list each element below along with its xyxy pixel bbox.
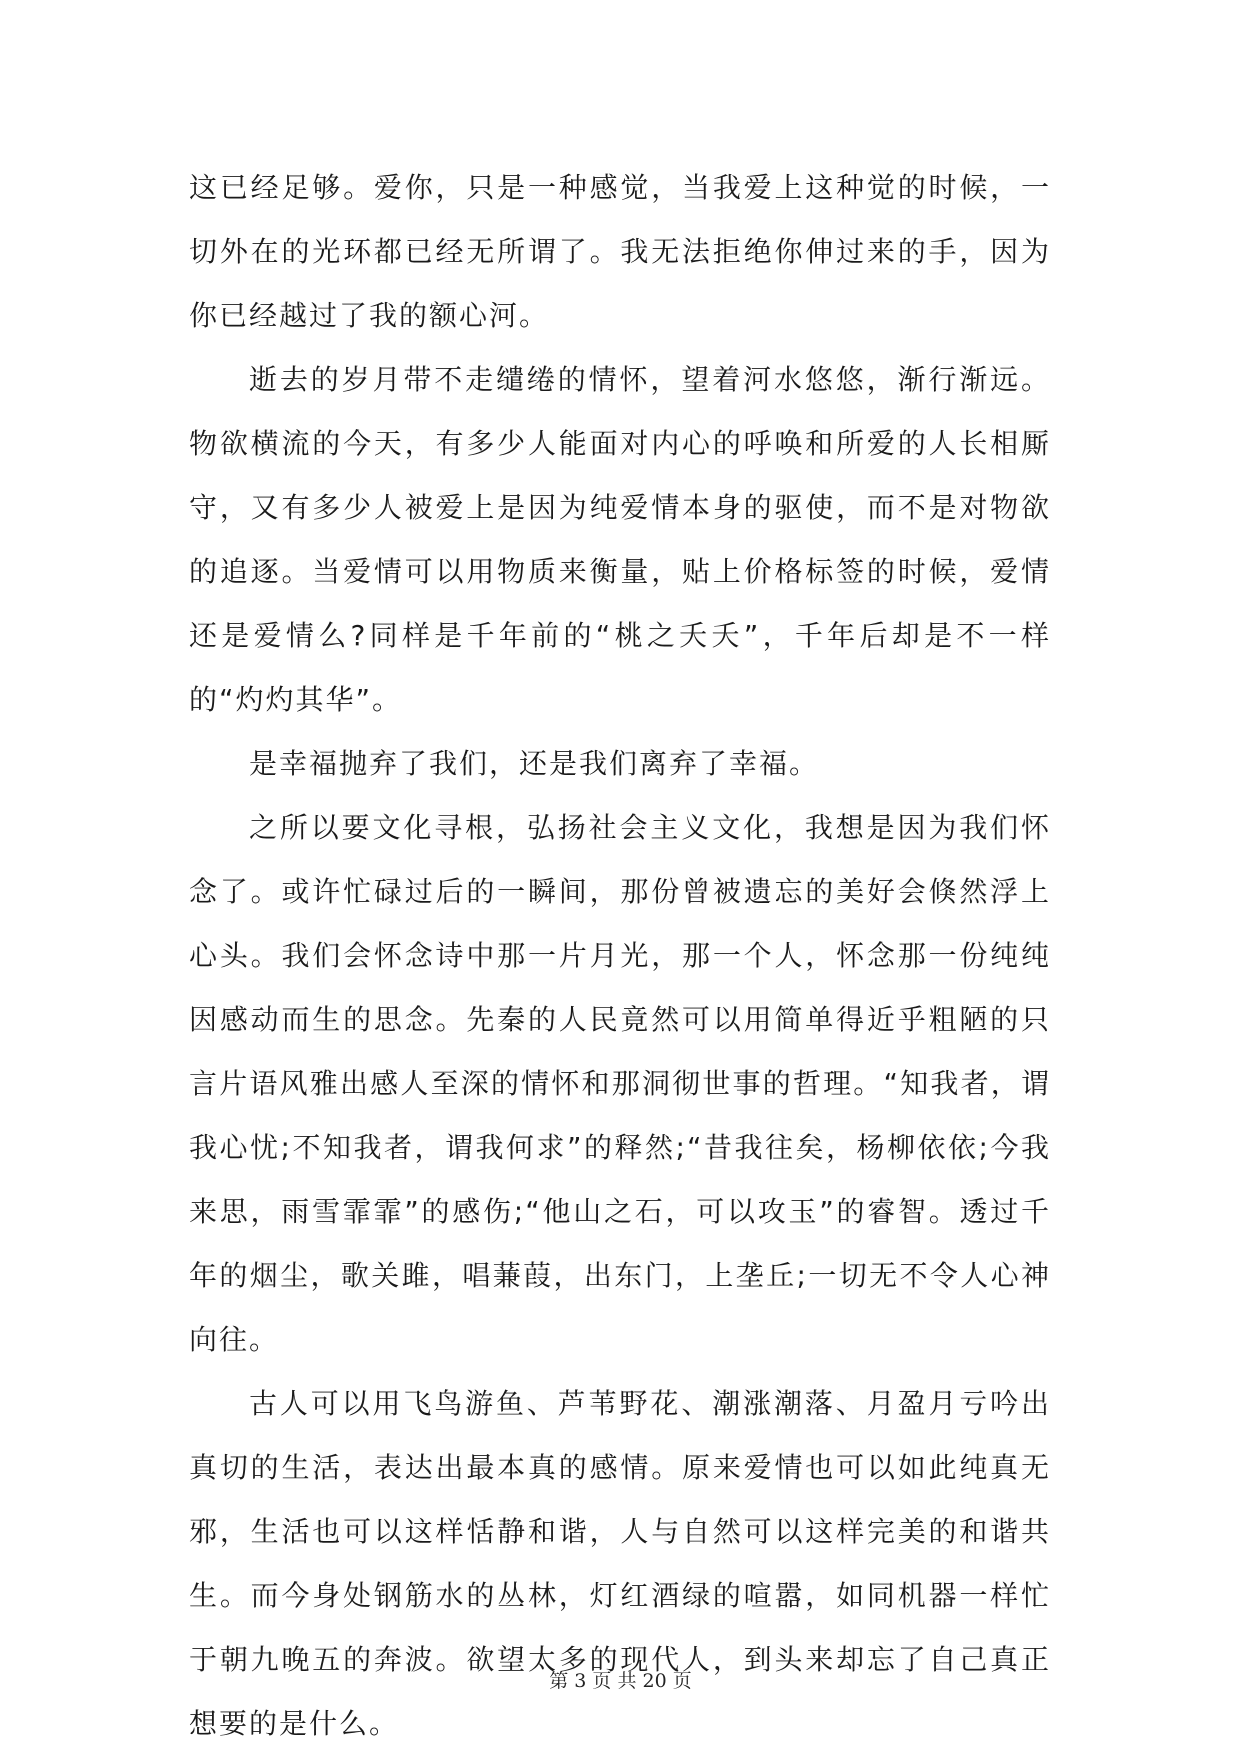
footer-total-pages: 20 [642,1670,667,1692]
body-text [189,156,1051,1756]
paragraph-cultural-roots: 之所以要文化寻根，弘扬社会主义文化，我想是因为我们怀念了。或许忙碌过后的一瞬间，那份曾被遗忘的美好会倏然浮上心头。我们会怀念诗中那一片月光，那一个人，怀念那一份纯纯因感动而生的思念。先秦的人民竟然可以用简单得近乎粗陋的只言片语风雅出感人至深的情怀和那洞彻世事的哲理。“知我者，谓我心忧;不知我者，谓我何求”的释然;“昔我往矣，杨柳依依;今我来思，雨雪霏霏”的感伤;“他山之石，可以攻玉”的睿智。透过千年的烟尘，歌关雎，唱蒹葭，出东门，上垄丘;一切无不令人心神向往。 [189,811,1051,1356]
paragraph-happiness: 是幸福抛弃了我们，还是我们离弃了幸福。 [249,747,820,780]
paragraph-continuation: 这已经足够。爱你，只是一种感觉，当我爱上这种觉的时候，一切外在的光环都已经无所谓了。我无法拒绝你伸过来的手，因为你已经越过了我的额心河。 [189,171,1051,332]
footer-middle: 页 共 [592,1670,637,1692]
paragraph-ancient-people: 古人可以用飞鸟游鱼、芦苇野花、潮涨潮落、月盈月亏吟出真切的生活，表达出最本真的感情。原来爱情也可以如此纯真无邪，生活也可以这样恬静和谐，人与自然可以这样完美的和谐共生。而今身处钢筋水的丛林，灯红酒绿的喧嚣，如同机器一样忙于朝九晚五的奔波。欲望太多的现代人，到头来却忘了自己真正想要的是什么。 [189,1387,1051,1740]
page-footer [0,1666,1241,1693]
footer-current-page: 3 [574,1670,587,1692]
footer-prefix: 第 [549,1670,569,1692]
footer-suffix: 页 [672,1670,692,1692]
paragraph-passing-years: 逝去的岁月带不走缱绻的情怀，望着河水悠悠，渐行渐远。物欲横流的今天，有多少人能面对内心的呼唤和所爱的人长相厮守，又有多少人被爱上是因为纯爱情本身的驱使，而不是对物欲的追逐。当爱情可以用物质来衡量，贴上价格标签的时候，爱情还是爱情么?同样是千年前的“桃之夭夭”，千年后却是不一样的“灼灼其华”。 [189,363,1051,716]
